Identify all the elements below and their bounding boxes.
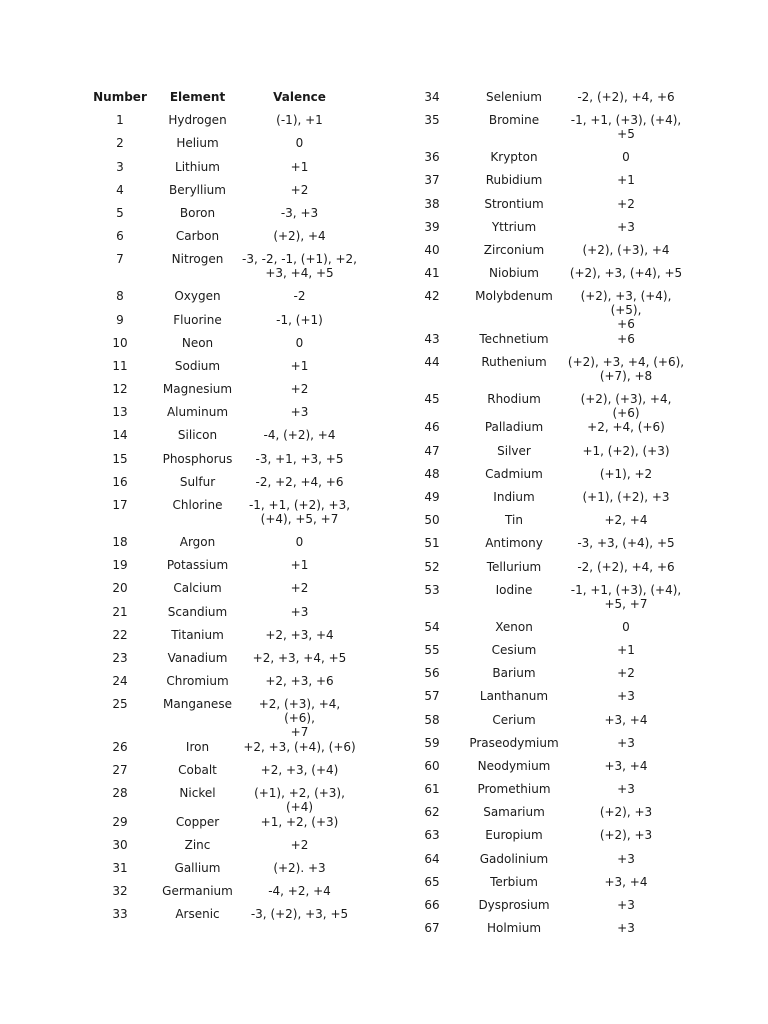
element-valence: (+1), +2, (+3), (+4) bbox=[254, 786, 345, 814]
element-valence: +2, +4, (+6) bbox=[587, 420, 665, 435]
table-row bbox=[400, 113, 700, 150]
element-number: 59 bbox=[424, 735, 440, 750]
element-name: Rubidium bbox=[485, 173, 543, 188]
element-number: 4 bbox=[116, 182, 124, 197]
table-row bbox=[85, 160, 365, 183]
element-valence: +2 bbox=[617, 666, 635, 681]
element-number: 30 bbox=[112, 837, 128, 852]
element-number: 64 bbox=[424, 851, 440, 866]
element-valence: +3 bbox=[617, 898, 635, 913]
element-name: Magnesium bbox=[162, 382, 233, 397]
table-row bbox=[400, 643, 700, 666]
element-name: Scandium bbox=[167, 604, 228, 619]
table-row bbox=[400, 921, 700, 944]
table-row bbox=[85, 428, 365, 451]
table-row bbox=[85, 452, 365, 475]
element-valence: -3, (+2), +3, +5 bbox=[250, 907, 349, 922]
element-valence: -4, (+2), +4 bbox=[263, 428, 336, 443]
element-name: Copper bbox=[175, 814, 220, 829]
element-number: 55 bbox=[424, 642, 440, 657]
table-row bbox=[400, 266, 700, 289]
element-name: Fluorine bbox=[173, 312, 222, 327]
element-name: Helium bbox=[176, 136, 219, 151]
element-valence: +1 bbox=[290, 358, 309, 373]
element-valence: -1, (+1) bbox=[276, 312, 323, 327]
element-name: Xenon bbox=[495, 619, 533, 634]
element-name: Selenium bbox=[486, 90, 542, 104]
element-valence: -2, +2, +4, +6 bbox=[255, 474, 344, 489]
element-valence: +2, +3, (+4) bbox=[260, 762, 339, 777]
element-name: Sulfur bbox=[179, 474, 216, 489]
element-name: Zirconium bbox=[483, 242, 545, 257]
element-valence: +3 bbox=[617, 921, 635, 936]
element-valence: +1 bbox=[290, 558, 309, 573]
element-valence: +1, +2, (+3) bbox=[260, 814, 339, 829]
table-row bbox=[85, 740, 365, 763]
element-number: 50 bbox=[424, 513, 440, 528]
table-row bbox=[400, 355, 700, 392]
element-name: Tin bbox=[505, 513, 523, 528]
element-valence: +2, (+3), +4, (+6), +7 bbox=[258, 697, 341, 739]
element-name: Chlorine bbox=[172, 498, 223, 512]
element-valence: -2, (+2), +4, +6 bbox=[577, 559, 675, 574]
element-number: 1 bbox=[116, 113, 124, 128]
element-number: 10 bbox=[112, 335, 128, 350]
element-valence: (+2), +3 bbox=[599, 828, 653, 843]
element-valence: 0 bbox=[295, 136, 304, 151]
table-row bbox=[85, 581, 365, 604]
table-row bbox=[85, 558, 365, 581]
table-row bbox=[85, 815, 365, 838]
element-name: Praseodymium bbox=[469, 735, 559, 750]
element-name: Iodine bbox=[495, 582, 533, 597]
element-valence: +2 bbox=[290, 182, 309, 197]
element-number: 28 bbox=[112, 786, 128, 801]
element-name: Neon bbox=[181, 335, 214, 350]
element-name: Carbon bbox=[175, 229, 220, 244]
element-number: 49 bbox=[424, 490, 440, 505]
element-name: Bromine bbox=[488, 113, 540, 128]
table-row bbox=[85, 475, 365, 498]
table-row bbox=[85, 136, 365, 159]
table-row bbox=[85, 336, 365, 359]
table-row bbox=[400, 467, 700, 490]
element-valence: +6 bbox=[617, 331, 635, 346]
element-name: Zinc bbox=[184, 837, 211, 852]
element-number: 35 bbox=[424, 113, 440, 128]
table-row bbox=[85, 252, 365, 289]
element-valence: +3, +4 bbox=[604, 874, 648, 889]
table-row bbox=[85, 763, 365, 786]
element-name: Iron bbox=[185, 739, 210, 754]
element-number: 34 bbox=[424, 90, 440, 104]
element-number: 60 bbox=[424, 758, 440, 773]
element-valence: +2, +4 bbox=[604, 513, 648, 528]
table-row bbox=[400, 875, 700, 898]
valence-table-right-column bbox=[400, 90, 700, 944]
element-name: Sodium bbox=[174, 358, 221, 373]
element-number: 18 bbox=[112, 535, 128, 549]
element-valence: -1, +1, (+3), (+4), +5, +7 bbox=[570, 582, 682, 611]
element-valence: +2, +3, +6 bbox=[265, 674, 334, 689]
element-valence: -2 bbox=[293, 289, 306, 304]
element-name: Yttrium bbox=[491, 219, 537, 234]
element-name: Technetium bbox=[479, 331, 549, 346]
element-number: 62 bbox=[424, 805, 440, 820]
element-valence: -4, +2, +4 bbox=[268, 884, 331, 899]
element-valence: (+2), (+3), +4, (+6) bbox=[580, 391, 672, 420]
table-row bbox=[85, 405, 365, 428]
element-valence: +2 bbox=[290, 837, 309, 852]
element-name: Neodymium bbox=[477, 758, 551, 773]
table-row bbox=[400, 713, 700, 736]
element-valence: -3, +1, +3, +5 bbox=[255, 451, 344, 466]
element-name: Gadolinium bbox=[479, 851, 549, 866]
table-row bbox=[400, 490, 700, 513]
table-row bbox=[400, 852, 700, 875]
element-number: 15 bbox=[112, 451, 128, 466]
element-number: 13 bbox=[112, 405, 128, 420]
element-valence: +3, +4 bbox=[604, 758, 648, 773]
element-number: 65 bbox=[424, 874, 440, 889]
table-row bbox=[85, 382, 365, 405]
element-number: 54 bbox=[424, 619, 440, 634]
element-name: Cobalt bbox=[178, 762, 217, 777]
element-number: 42 bbox=[424, 289, 440, 304]
element-name: Indium bbox=[493, 490, 535, 505]
table-row bbox=[400, 782, 700, 805]
table-row bbox=[85, 786, 365, 815]
table-row bbox=[85, 535, 365, 558]
element-number: 58 bbox=[424, 712, 440, 727]
element-name: Samarium bbox=[483, 805, 545, 820]
element-number: 37 bbox=[424, 173, 440, 188]
element-number: 33 bbox=[112, 907, 128, 922]
table-row bbox=[85, 206, 365, 229]
table-row bbox=[400, 150, 700, 173]
table-row bbox=[400, 583, 700, 620]
table-row bbox=[400, 620, 700, 643]
element-valence: +2 bbox=[290, 382, 309, 397]
element-name: Krypton bbox=[490, 150, 538, 165]
element-number: 12 bbox=[112, 382, 128, 397]
element-name: Aluminum bbox=[166, 405, 229, 420]
table-row bbox=[400, 805, 700, 828]
element-number: 36 bbox=[424, 150, 440, 165]
element-number: 52 bbox=[424, 559, 440, 574]
element-number: 23 bbox=[112, 650, 128, 665]
element-name: Antimony bbox=[485, 536, 543, 551]
table-row bbox=[400, 243, 700, 266]
element-number: 7 bbox=[116, 252, 124, 267]
element-number: 56 bbox=[424, 666, 440, 681]
element-valence: -3, -2, -1, (+1), +2, +3, +4, +5 bbox=[242, 252, 357, 281]
element-name: Ruthenium bbox=[481, 354, 547, 369]
element-valence: 0 bbox=[622, 619, 630, 634]
table-row bbox=[85, 183, 365, 206]
element-column-header: Element bbox=[169, 90, 226, 104]
element-number: 57 bbox=[424, 689, 440, 704]
table-row bbox=[400, 220, 700, 243]
element-valence: +3 bbox=[617, 219, 635, 234]
element-name: Phosphorus bbox=[162, 451, 233, 466]
element-name: Silicon bbox=[177, 428, 218, 443]
element-valence: +3 bbox=[617, 735, 635, 750]
element-name: Promethium bbox=[477, 782, 551, 797]
table-row bbox=[400, 392, 700, 421]
element-valence: (+2), +3, (+4), (+5), +6 bbox=[580, 289, 672, 331]
table-row bbox=[85, 313, 365, 336]
element-valence: +1 bbox=[617, 173, 635, 188]
element-valence: +3 bbox=[617, 782, 635, 797]
element-number: 19 bbox=[112, 558, 128, 573]
table-row bbox=[400, 332, 700, 355]
element-number: 48 bbox=[424, 466, 440, 481]
table-row bbox=[400, 444, 700, 467]
table-row bbox=[85, 907, 365, 930]
element-valence: +2 bbox=[617, 196, 635, 211]
element-valence: 0 bbox=[622, 150, 630, 165]
element-name: Nickel bbox=[179, 786, 216, 801]
table-row bbox=[85, 359, 365, 382]
table-row bbox=[400, 560, 700, 583]
element-name: Nitrogen bbox=[171, 252, 224, 267]
table-row bbox=[85, 289, 365, 312]
element-number: 66 bbox=[424, 898, 440, 913]
element-name: Chromium bbox=[166, 674, 229, 689]
element-valence: (+2), +3, (+4), +5 bbox=[569, 266, 683, 281]
element-name: Europium bbox=[485, 828, 543, 843]
element-name: Boron bbox=[179, 205, 216, 220]
element-number: 32 bbox=[112, 884, 128, 899]
element-name: Tellurium bbox=[486, 559, 542, 574]
element-number: 3 bbox=[116, 159, 124, 174]
element-valence: 0 bbox=[295, 335, 304, 350]
element-name: Rhodium bbox=[487, 391, 541, 406]
table-row bbox=[400, 689, 700, 712]
table-row bbox=[85, 884, 365, 907]
table-row bbox=[400, 420, 700, 443]
table-row bbox=[400, 173, 700, 196]
element-number: 24 bbox=[112, 674, 128, 689]
element-number: 63 bbox=[424, 828, 440, 843]
element-valence: +2 bbox=[290, 581, 309, 596]
element-valence: +2, +3, +4 bbox=[265, 627, 334, 642]
element-valence: (+2), (+3), +4 bbox=[582, 242, 670, 257]
table-row bbox=[85, 605, 365, 628]
element-number: 51 bbox=[424, 536, 440, 551]
element-valence: -1, +1, (+3), (+4), +5 bbox=[570, 113, 682, 141]
number-column-header: Number bbox=[93, 90, 147, 104]
element-name: Calcium bbox=[173, 581, 222, 596]
element-number: 11 bbox=[112, 358, 128, 373]
element-name: Silver bbox=[497, 443, 531, 458]
element-number: 67 bbox=[424, 921, 440, 936]
element-number: 22 bbox=[112, 627, 128, 642]
element-number: 21 bbox=[112, 604, 128, 619]
element-valence: +2, +3, (+4), (+6) bbox=[243, 739, 356, 754]
element-valence: (+2), +3 bbox=[599, 805, 653, 820]
element-number: 39 bbox=[424, 219, 440, 234]
element-name: Lanthanum bbox=[479, 689, 549, 704]
element-name: Barium bbox=[492, 666, 536, 681]
element-valence: (+2), +4 bbox=[273, 229, 326, 244]
valence-column-header: Valence bbox=[273, 90, 326, 104]
element-name: Argon bbox=[179, 535, 216, 549]
element-number: 20 bbox=[112, 581, 128, 596]
element-name: Germanium bbox=[162, 884, 233, 899]
element-name: Cadmium bbox=[485, 466, 543, 481]
element-name: Manganese bbox=[163, 697, 232, 712]
table-row bbox=[400, 513, 700, 536]
element-name: Lithium bbox=[175, 159, 220, 174]
element-name: Beryllium bbox=[169, 182, 226, 197]
element-valence: +2, +3, +4, +5 bbox=[252, 650, 347, 665]
element-valence: (+2), +3, +4, (+6), (+7), +8 bbox=[567, 354, 685, 383]
element-valence: (+1), (+2), +3 bbox=[582, 490, 670, 505]
element-name: Arsenic bbox=[175, 907, 220, 922]
element-number: 5 bbox=[116, 205, 124, 220]
element-number: 41 bbox=[424, 266, 440, 281]
element-number: 47 bbox=[424, 443, 440, 458]
element-number: 17 bbox=[112, 498, 128, 512]
element-number: 44 bbox=[424, 354, 440, 369]
element-name: Oxygen bbox=[174, 289, 221, 304]
element-name: Strontium bbox=[484, 196, 544, 211]
element-number: 9 bbox=[116, 312, 124, 327]
table-row bbox=[85, 838, 365, 861]
valence-table-left-column bbox=[85, 90, 365, 931]
element-number: 26 bbox=[112, 739, 128, 754]
element-name: Hydrogen bbox=[168, 113, 227, 128]
element-number: 61 bbox=[424, 782, 440, 797]
element-number: 25 bbox=[112, 697, 128, 712]
element-number: 53 bbox=[424, 582, 440, 597]
table-row bbox=[400, 197, 700, 220]
element-number: 31 bbox=[112, 861, 128, 876]
element-valence: +3, +4 bbox=[604, 712, 648, 727]
element-number: 46 bbox=[424, 420, 440, 435]
element-valence: (+2). +3 bbox=[273, 861, 326, 876]
element-valence: +1 bbox=[290, 159, 309, 174]
element-name: Cesium bbox=[491, 642, 537, 657]
element-name: Niobium bbox=[489, 266, 539, 281]
table-row bbox=[400, 289, 700, 331]
element-number: 14 bbox=[112, 428, 128, 443]
table-row bbox=[85, 697, 365, 739]
element-name: Terbium bbox=[490, 874, 538, 889]
element-valence: -1, +1, (+2), +3, (+4), +5, +7 bbox=[248, 498, 351, 526]
element-valence: +3 bbox=[290, 405, 309, 420]
element-valence: +1, (+2), (+3) bbox=[582, 443, 670, 458]
element-valence: 0 bbox=[295, 535, 304, 549]
element-valence: +3 bbox=[617, 689, 635, 704]
table-row bbox=[85, 113, 365, 136]
table-row bbox=[85, 498, 365, 535]
element-name: Titanium bbox=[171, 627, 224, 642]
element-valence: -3, +3 bbox=[280, 205, 319, 220]
element-valence: -3, +3, (+4), +5 bbox=[577, 536, 675, 551]
element-name: Molybdenum bbox=[475, 289, 553, 304]
element-number: 6 bbox=[116, 229, 124, 244]
element-valence: (+1), +2 bbox=[599, 466, 653, 481]
element-number: 16 bbox=[112, 474, 128, 489]
table-row bbox=[400, 90, 700, 113]
element-number: 43 bbox=[424, 331, 440, 346]
element-name: Potassium bbox=[166, 558, 229, 573]
element-number: 38 bbox=[424, 196, 440, 211]
table-row bbox=[400, 898, 700, 921]
element-valence: (-1), +1 bbox=[276, 113, 323, 128]
table-row bbox=[400, 759, 700, 782]
element-number: 2 bbox=[116, 136, 124, 151]
table-row bbox=[400, 736, 700, 759]
element-name: Dysprosium bbox=[478, 898, 550, 913]
element-name: Gallium bbox=[174, 861, 221, 876]
element-name: Cerium bbox=[492, 712, 536, 727]
element-number: 45 bbox=[424, 391, 440, 406]
element-name: Vanadium bbox=[167, 650, 228, 665]
table-row bbox=[85, 674, 365, 697]
element-name: Palladium bbox=[484, 420, 544, 435]
table-row bbox=[400, 828, 700, 851]
table-row bbox=[85, 651, 365, 674]
element-name: Holmium bbox=[486, 921, 542, 936]
element-valence: -2, (+2), +4, +6 bbox=[577, 90, 675, 104]
table-row bbox=[85, 628, 365, 651]
element-valence: +3 bbox=[290, 604, 309, 619]
table-row bbox=[400, 666, 700, 689]
table-row bbox=[400, 536, 700, 559]
table-header-row bbox=[85, 90, 365, 113]
table-row bbox=[85, 229, 365, 252]
element-valence: +1 bbox=[617, 642, 635, 657]
element-number: 40 bbox=[424, 242, 440, 257]
element-number: 29 bbox=[112, 814, 128, 829]
element-number: 27 bbox=[112, 762, 128, 777]
element-valence: +3 bbox=[617, 851, 635, 866]
table-row bbox=[85, 861, 365, 884]
element-number: 8 bbox=[116, 289, 124, 304]
